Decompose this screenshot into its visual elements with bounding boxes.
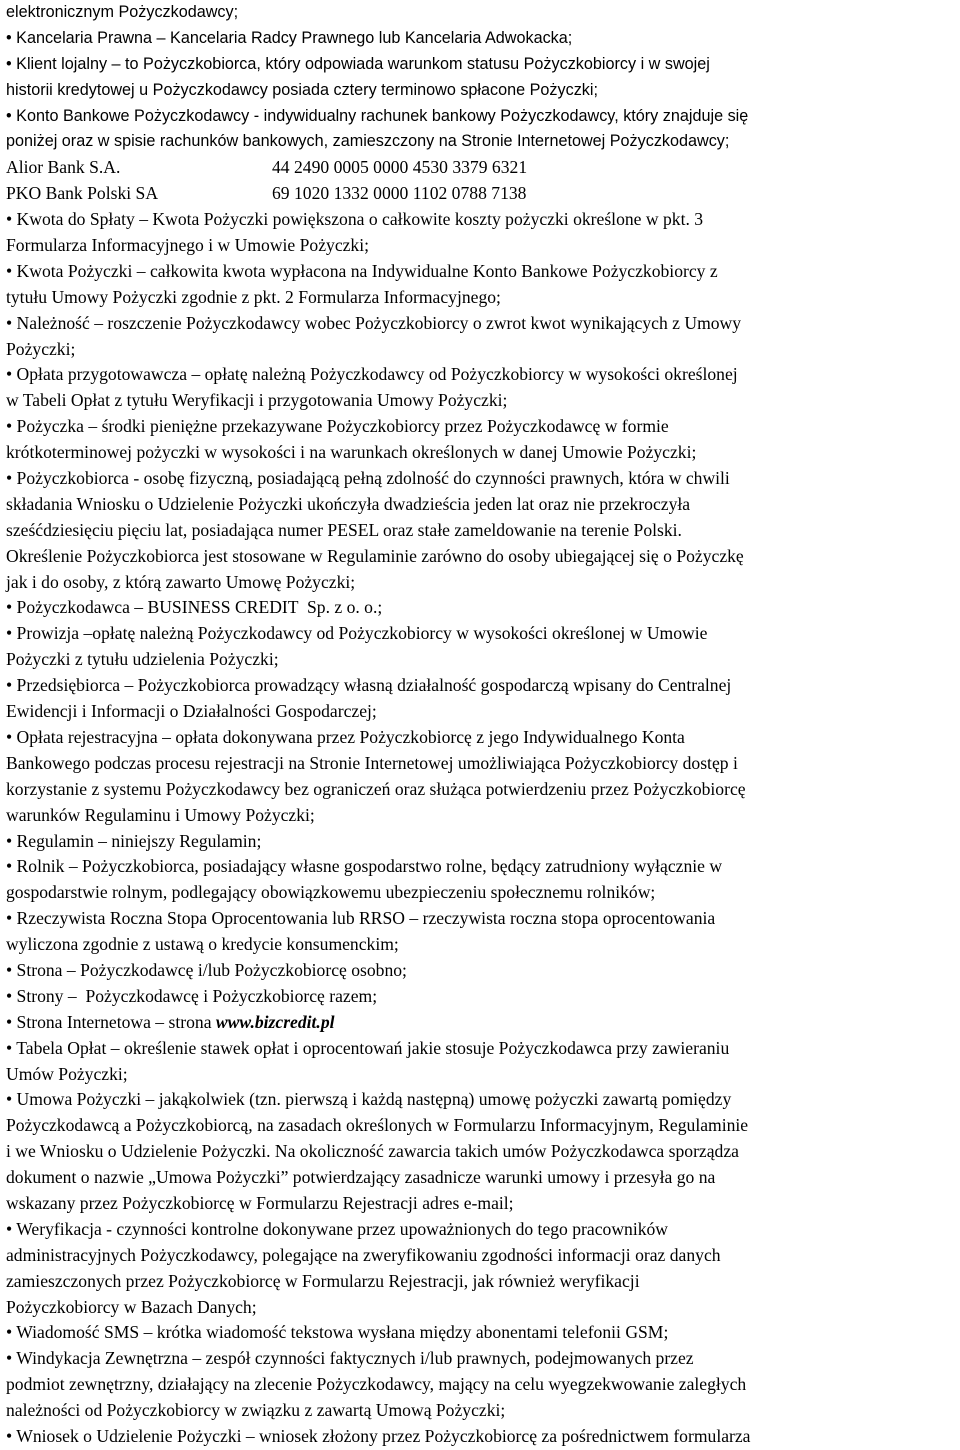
document-page [6, 0, 954, 1450]
text-line: • Regulamin – niniejszy Regulamin; [6, 830, 262, 851]
text-line: historii kredytowej u Pożyczkodawcy posiada cztery terminowo spłacone Pożyczki; [6, 80, 598, 99]
text-line: Pożyczkobiorcy w Bazach Danych; [6, 1296, 257, 1317]
text-line: • Wiadomość SMS – krótka wiadomość tekstowa wysłana między abonentami telefonii GSM; [6, 1322, 669, 1343]
text-line: • Strona – Pożyczkodawcę i/lub Pożyczkobiorcę osobno; [6, 959, 407, 980]
text-line: tytułu Umowy Pożyczki zgodnie z pkt. 2 Formularza Informacyjnego; [6, 286, 501, 307]
text-line: • Pożyczkobiorca - osobę fizyczną, posiadającą pełną zdolność do czynności prawnych, która w chwili [6, 468, 730, 489]
text-line: sześćdziesięciu pięciu lat, posiadająca numer PESEL oraz stałe zameldowanie na terenie Polski. [6, 519, 682, 540]
text-line: • Należność – roszczenie Pożyczkodawcy wobec Pożyczkobiorcy o zwrot kwot wynikających z Umowy [6, 312, 742, 333]
text-line: warunków Regulaminu i Umowy Pożyczki; [6, 804, 315, 825]
text-line: poniżej oraz w spisie rachunków bankowych, zamieszczony na Stronie Internetowej Pożyczkodawcy; [6, 132, 730, 151]
website-link[interactable]: www.bizcredit.pl [215, 1011, 335, 1032]
text-line: • Rolnik – Pożyczkobiorca, posiadający własne gospodarstwo rolne, będący zatrudniony wyłącznie w [6, 856, 723, 877]
text-line: administracyjnych Pożyczkodawcy, polegające na zweryfikowaniu zgodności informacji oraz danych [6, 1244, 721, 1265]
text-line: • Windykacja Zewnętrzna – zespół czynności faktycznych i/lub prawnych, podejmowanych przez [6, 1348, 694, 1369]
text-line: • Pożyczkodawca – BUSINESS CREDIT Sp. z o. o.; [6, 597, 383, 618]
text-line: • Kwota Pożyczki – całkowita kwota wypłacona na Indywidualne Konto Bankowe Pożyczkobiorcy z [6, 260, 718, 281]
text-line: korzystanie z systemu Pożyczkodawcy bez ograniczeń oraz służąca potwierdzeniu przez Pożyczkobiorcę [6, 778, 746, 799]
text-line: • Klient lojalny – to Pożyczkobiorca, który odpowiada warunkom statusu Pożyczkobiorcy i w swojej [6, 54, 710, 73]
bank-name: PKO Bank Polski SA [6, 183, 159, 204]
text-line: elektronicznym Pożyczkodawcy; [6, 3, 239, 21]
bank-account-number: 69 1020 1332 0000 1102 0788 7138 [272, 183, 527, 204]
text-line [6, 1010, 954, 1036]
text-line: • Opłata rejestracyjna – opłata dokonywana przez Pożyczkobiorcę z jego Indywidualnego Konta [6, 726, 685, 747]
bank-account-number: 44 2490 0005 0000 4530 3379 6321 [272, 157, 528, 178]
bank-account-row [6, 181, 954, 207]
text-line: • Weryfikacja - czynności kontrolne dokonywane przez upoważnionych do tego pracowników [6, 1218, 669, 1239]
text-line: krótkoterminowej pożyczki w wysokości i na warunkach określonych w danej Umowie Pożyczki; [6, 442, 697, 463]
text-line: Pożyczki; [6, 338, 76, 359]
text-line: Określenie Pożyczkobiorca jest stosowane w Regulaminie zarówno do osoby ubiegającej się o Pożyczkę [6, 545, 744, 566]
text-line: wyliczona zgodnie z ustawą o kredycie konsumenckim; [6, 934, 399, 955]
text-line: w Tabeli Opłat z tytułu Weryfikacji i przygotowania Umowy Pożyczki; [6, 390, 508, 411]
text-line: • Strony – Pożyczkodawcę i Pożyczkobiorcę razem; [6, 985, 378, 1006]
text-line: podmiot zewnętrzny, działający na zlecenie Pożyczkodawcy, mający na celu wyegzekwowanie zaległych [6, 1374, 747, 1395]
text-line: Ewidencji i Informacji o Działalności Gospodarczej; [6, 701, 377, 722]
text-line: dokument o nazwie „Umowa Pożyczki” potwierdzający zasadnicze warunki umowy i przesyła go na [6, 1167, 716, 1188]
text-line: • Umowa Pożyczki – jakąkolwiek (tzn. pierwszą i każdą następną) umowę pożyczki zawartą pomiędzy [6, 1089, 732, 1110]
text-line: • Kwota do Spłaty – Kwota Pożyczki powiększona o całkowite koszty pożyczki określone w pkt. 3 [6, 209, 704, 230]
text-line: wskazany przez Pożyczkobiorcę w Formularzu Rejestracji adres e-mail; [6, 1192, 514, 1213]
bank-name: Alior Bank S.A. [6, 157, 121, 178]
text-line: • Pożyczka – środki pieniężne przekazywane Pożyczkobiorcy przez Pożyczkodawcę w formie [6, 416, 669, 437]
text-line: • Konto Bankowe Pożyczkodawcy - indywidualny rachunek bankowy Pożyczkodawcy, który znajduje się [6, 106, 749, 125]
text-line: Bankowego podczas procesu rejestracji na Stronie Internetowej umożliwiająca Pożyczkobiorcy dostęp i [6, 752, 738, 773]
text-line: i we Wniosku o Udzielenie Pożyczki. Na okoliczność zawarcia takich umów Pożyczkodawca sporządza [6, 1141, 739, 1162]
bank-account-row [6, 155, 954, 181]
text-line: • Opłata przygotowawcza – opłatę należną Pożyczkodawcy od Pożyczkobiorcy w wysokości określonej [6, 364, 738, 385]
text-line: • Wniosek o Udzielenie Pożyczki – wniosek złożony przez Pożyczkobiorcę za pośrednictwem formularza [6, 1425, 751, 1446]
text-line: • Kancelaria Prawna – Kancelaria Radcy Prawnego lub Kancelaria Adwokacka; [6, 28, 573, 47]
text-line: • Rzeczywista Roczna Stopa Oprocentowania lub RRSO – rzeczywista roczna stopa oprocentowania [6, 908, 716, 929]
text-line: zamieszczonych przez Pożyczkobiorcę w Formularzu Rejestracji, jak również weryfikacji [6, 1270, 640, 1291]
text-line: jak i do osoby, z którą zawarto Umowę Pożyczki; [6, 571, 356, 592]
text-line: • Prowizja –opłatę należną Pożyczkodawcy od Pożyczkobiorcy w wysokości określonej w Umowie [6, 623, 708, 644]
text-line: składania Wniosku o Udzielenie Pożyczki ukończyła dwadzieścia jeden lat oraz nie przekroczyła [6, 493, 691, 514]
line-text: • Strona Internetowa – strona [6, 1011, 216, 1032]
text-line: należności od Pożyczkobiorcy w związku z zawartą Umową Pożyczki; [6, 1400, 506, 1421]
text-line: • Tabela Opłat – określenie stawek opłat i oprocentowań jakie stosuje Pożyczkodawca przy zawieraniu [6, 1037, 730, 1058]
text-line: Formularza Informacyjnego i w Umowie Pożyczki; [6, 235, 370, 256]
text-line: Pożyczkodawcą a Pożyczkobiorcą, na zasadach określonych w Formularzu Informacyjnym, Regulaminie [6, 1115, 749, 1136]
text-line: Umów Pożyczki; [6, 1063, 128, 1084]
text-line: gospodarstwie rolnym, podlegający obowiązkowemu ubezpieczeniu społecznemu rolników; [6, 882, 656, 903]
text-line: • Przedsiębiorca – Pożyczkobiorca prowadzący własną działalność gospodarczą wpisany do Centralnej [6, 675, 732, 696]
text-line: Pożyczki z tytułu udzielenia Pożyczki; [6, 649, 279, 670]
